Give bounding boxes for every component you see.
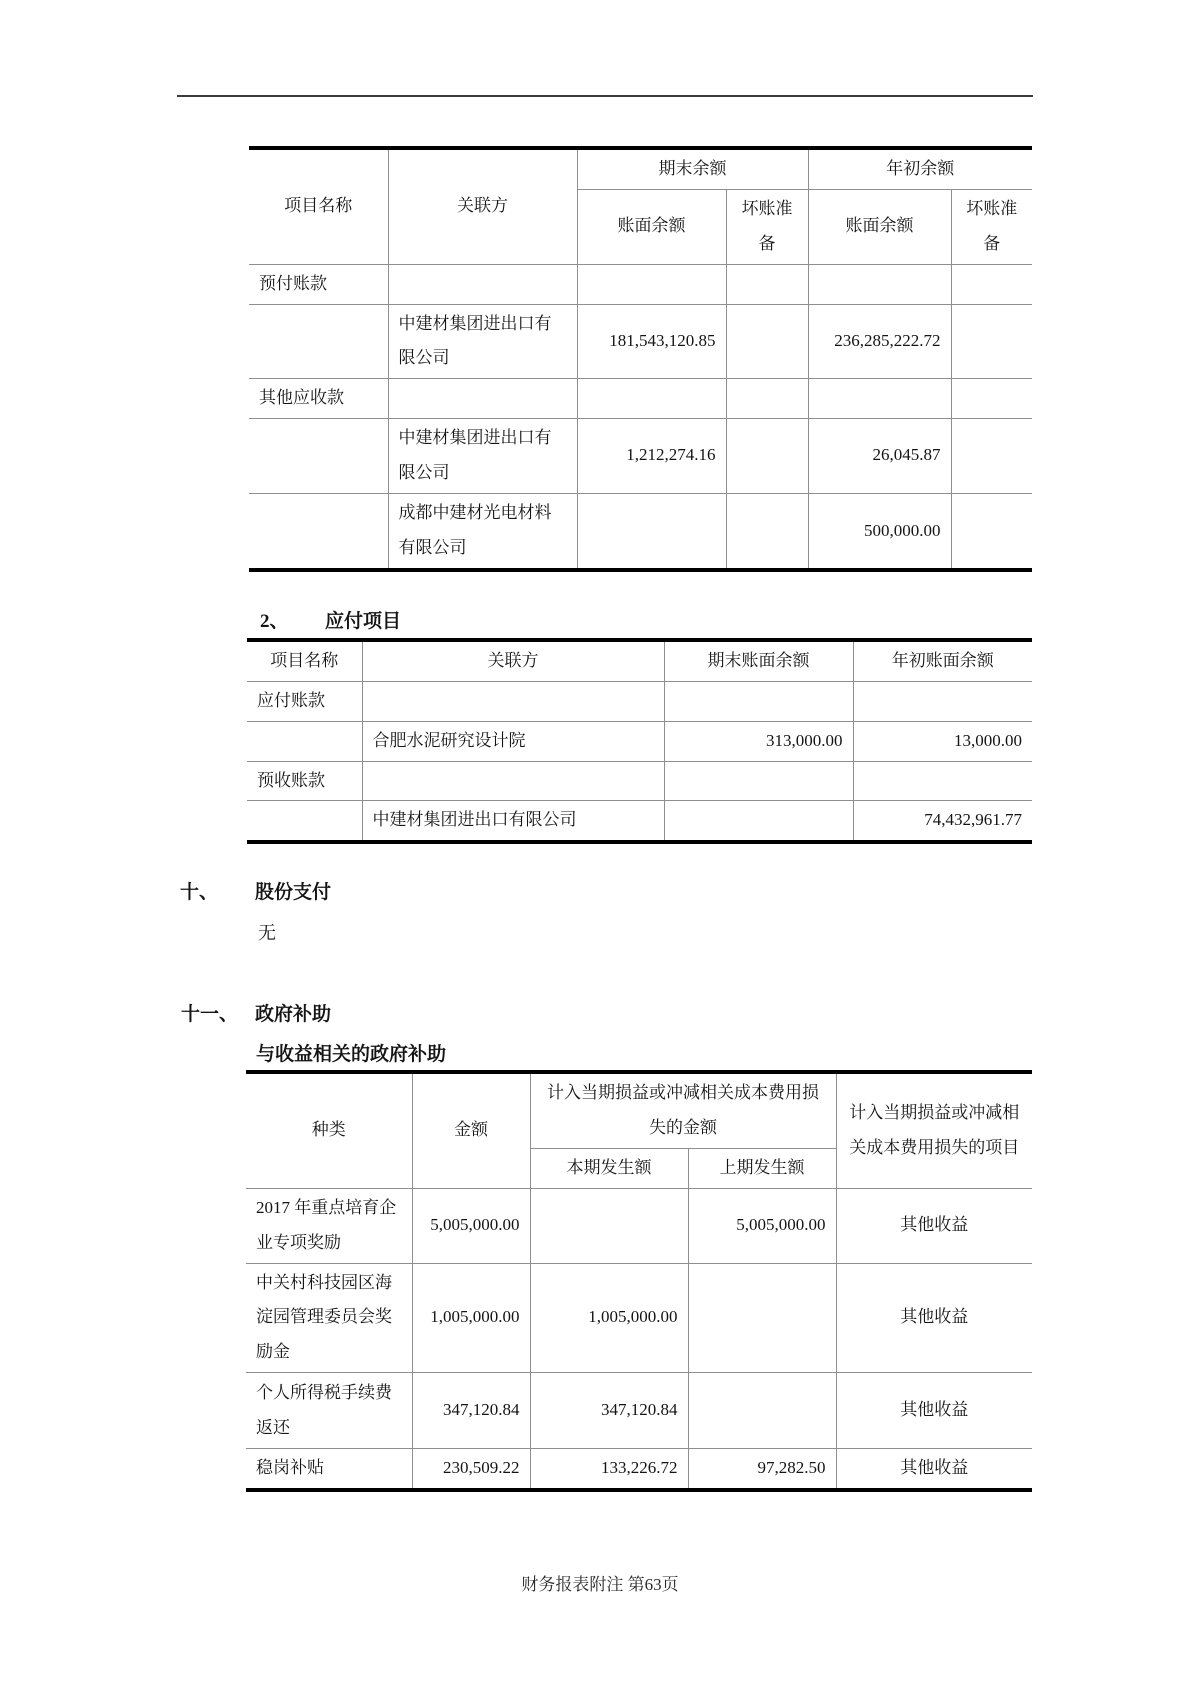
cell-prior-period <box>688 1263 836 1373</box>
cell-prior-period: 5,005,000.00 <box>688 1188 836 1263</box>
table-header-row <box>249 148 1032 189</box>
subsection-title-income-grants: 与收益相关的政府补助 <box>256 1044 447 1065</box>
cell-current-period: 133,226.72 <box>530 1449 688 1490</box>
col-header-ending-book: 账面余额 <box>577 189 726 264</box>
table-row <box>247 721 1032 761</box>
cell-beginning-baddebt <box>951 264 1032 304</box>
cell-item <box>247 801 362 842</box>
cell-ending-book <box>664 761 853 801</box>
section-number: 十一、 <box>181 1004 239 1025</box>
cell-beginning-book: 500,000.00 <box>808 493 951 570</box>
cell-ending-baddebt <box>726 379 808 419</box>
table-row <box>246 1449 1032 1490</box>
table-header-row <box>247 640 1032 681</box>
cell-item: 预付账款 <box>249 264 388 304</box>
cell-ending-baddebt <box>726 304 808 379</box>
col-header-beginning-book: 年初账面余额 <box>853 640 1032 681</box>
col-header-party: 关联方 <box>388 148 577 264</box>
table-row <box>246 1263 1032 1373</box>
cell-prior-period <box>688 1373 836 1449</box>
cell-beginning-book <box>808 379 951 419</box>
cell-item: 其他应收款 <box>249 379 388 419</box>
page-header-rule <box>177 95 1033 97</box>
cell-beginning-book: 26,045.87 <box>808 419 951 494</box>
cell-ending-book <box>664 801 853 842</box>
cell-ending-book <box>577 264 726 304</box>
cell-party: 成都中建材光电材料有限公司 <box>388 493 577 570</box>
table-row <box>249 264 1032 304</box>
col-header-prior-period: 上期发生额 <box>688 1148 836 1188</box>
cell-party <box>388 379 577 419</box>
col-header-type: 种类 <box>246 1072 412 1188</box>
table-row <box>249 419 1032 494</box>
cell-included-item: 其他收益 <box>836 1188 1032 1263</box>
section-title-share-payment: 股份支付 <box>255 882 332 903</box>
cell-type: 2017 年重点培育企业专项奖励 <box>246 1188 412 1263</box>
col-header-ending-book: 期末账面余额 <box>664 640 853 681</box>
cell-ending-book <box>577 379 726 419</box>
cell-type: 中关村科技园区海淀园管理委员会奖励金 <box>246 1263 412 1373</box>
cell-ending-baddebt <box>726 493 808 570</box>
section-number: 2、 <box>260 611 289 632</box>
cell-beginning-baddebt <box>951 493 1032 570</box>
col-header-item: 项目名称 <box>247 640 362 681</box>
cell-item <box>249 419 388 494</box>
cell-beginning-book: 13,000.00 <box>853 721 1032 761</box>
cell-beginning-book <box>853 681 1032 721</box>
cell-beginning-book: 236,285,222.72 <box>808 304 951 379</box>
cell-beginning-book: 74,432,961.77 <box>853 801 1032 842</box>
col-header-party: 关联方 <box>362 640 664 681</box>
cell-type: 稳岗补贴 <box>246 1449 412 1490</box>
table-row <box>247 681 1032 721</box>
cell-party: 中建材集团进出口有限公司 <box>388 419 577 494</box>
col-header-ending: 期末余额 <box>577 148 808 189</box>
cell-party <box>362 761 664 801</box>
cell-amount: 1,005,000.00 <box>412 1263 530 1373</box>
table-header-row <box>246 1072 1032 1148</box>
cell-amount: 5,005,000.00 <box>412 1188 530 1263</box>
cell-item <box>249 304 388 379</box>
cell-beginning-baddebt <box>951 304 1032 379</box>
section-title-gov-grants: 政府补助 <box>255 1004 332 1025</box>
col-header-included-amount: 计入当期损益或冲减相关成本费用损失的金额 <box>530 1072 836 1148</box>
col-header-included-item: 计入当期损益或冲减相关成本费用损失的项目 <box>836 1072 1032 1188</box>
col-header-item: 项目名称 <box>249 148 388 264</box>
cell-beginning-book <box>808 264 951 304</box>
section-body-none: 无 <box>258 923 276 943</box>
cell-prior-period: 97,282.50 <box>688 1449 836 1490</box>
table-row <box>247 801 1032 842</box>
table-row <box>249 379 1032 419</box>
cell-ending-book: 181,543,120.85 <box>577 304 726 379</box>
cell-ending-baddebt <box>726 264 808 304</box>
related-receivables-table <box>249 146 1032 572</box>
cell-included-item: 其他收益 <box>836 1263 1032 1373</box>
cell-party <box>362 681 664 721</box>
table-row <box>246 1373 1032 1449</box>
col-header-beginning-book: 账面余额 <box>808 189 951 264</box>
col-header-ending-baddebt: 坏账准备 <box>726 189 808 264</box>
cell-ending-book: 1,212,274.16 <box>577 419 726 494</box>
cell-beginning-book <box>853 761 1032 801</box>
table-row <box>246 1188 1032 1263</box>
cell-ending-baddebt <box>726 419 808 494</box>
col-header-beginning: 年初余额 <box>808 148 1032 189</box>
cell-party <box>388 264 577 304</box>
cell-item: 应付账款 <box>247 681 362 721</box>
cell-ending-book: 313,000.00 <box>664 721 853 761</box>
cell-party: 中建材集团进出口有限公司 <box>388 304 577 379</box>
cell-current-period: 1,005,000.00 <box>530 1263 688 1373</box>
government-grants-table <box>246 1070 1032 1492</box>
cell-type: 个人所得税手续费返还 <box>246 1373 412 1449</box>
section-title-payables: 应付项目 <box>325 611 402 632</box>
col-header-amount: 金额 <box>412 1072 530 1188</box>
cell-ending-book <box>664 681 853 721</box>
table-row <box>247 761 1032 801</box>
table-row <box>249 493 1032 570</box>
cell-amount: 347,120.84 <box>412 1373 530 1449</box>
col-header-current-period: 本期发生额 <box>530 1148 688 1188</box>
cell-included-item: 其他收益 <box>836 1373 1032 1449</box>
cell-beginning-baddebt <box>951 419 1032 494</box>
cell-current-period <box>530 1188 688 1263</box>
cell-item <box>247 721 362 761</box>
table-row <box>249 304 1032 379</box>
cell-item: 预收账款 <box>247 761 362 801</box>
cell-beginning-baddebt <box>951 379 1032 419</box>
cell-party: 合肥水泥研究设计院 <box>362 721 664 761</box>
page-footer: 财务报表附注 第63页 <box>521 1575 679 1594</box>
cell-ending-book <box>577 493 726 570</box>
cell-item <box>249 493 388 570</box>
cell-current-period: 347,120.84 <box>530 1373 688 1449</box>
cell-amount: 230,509.22 <box>412 1449 530 1490</box>
cell-included-item: 其他收益 <box>836 1449 1032 1490</box>
col-header-beginning-baddebt: 坏账准备 <box>951 189 1032 264</box>
cell-party: 中建材集团进出口有限公司 <box>362 801 664 842</box>
related-payables-table <box>247 638 1032 844</box>
section-number: 十、 <box>180 882 219 903</box>
